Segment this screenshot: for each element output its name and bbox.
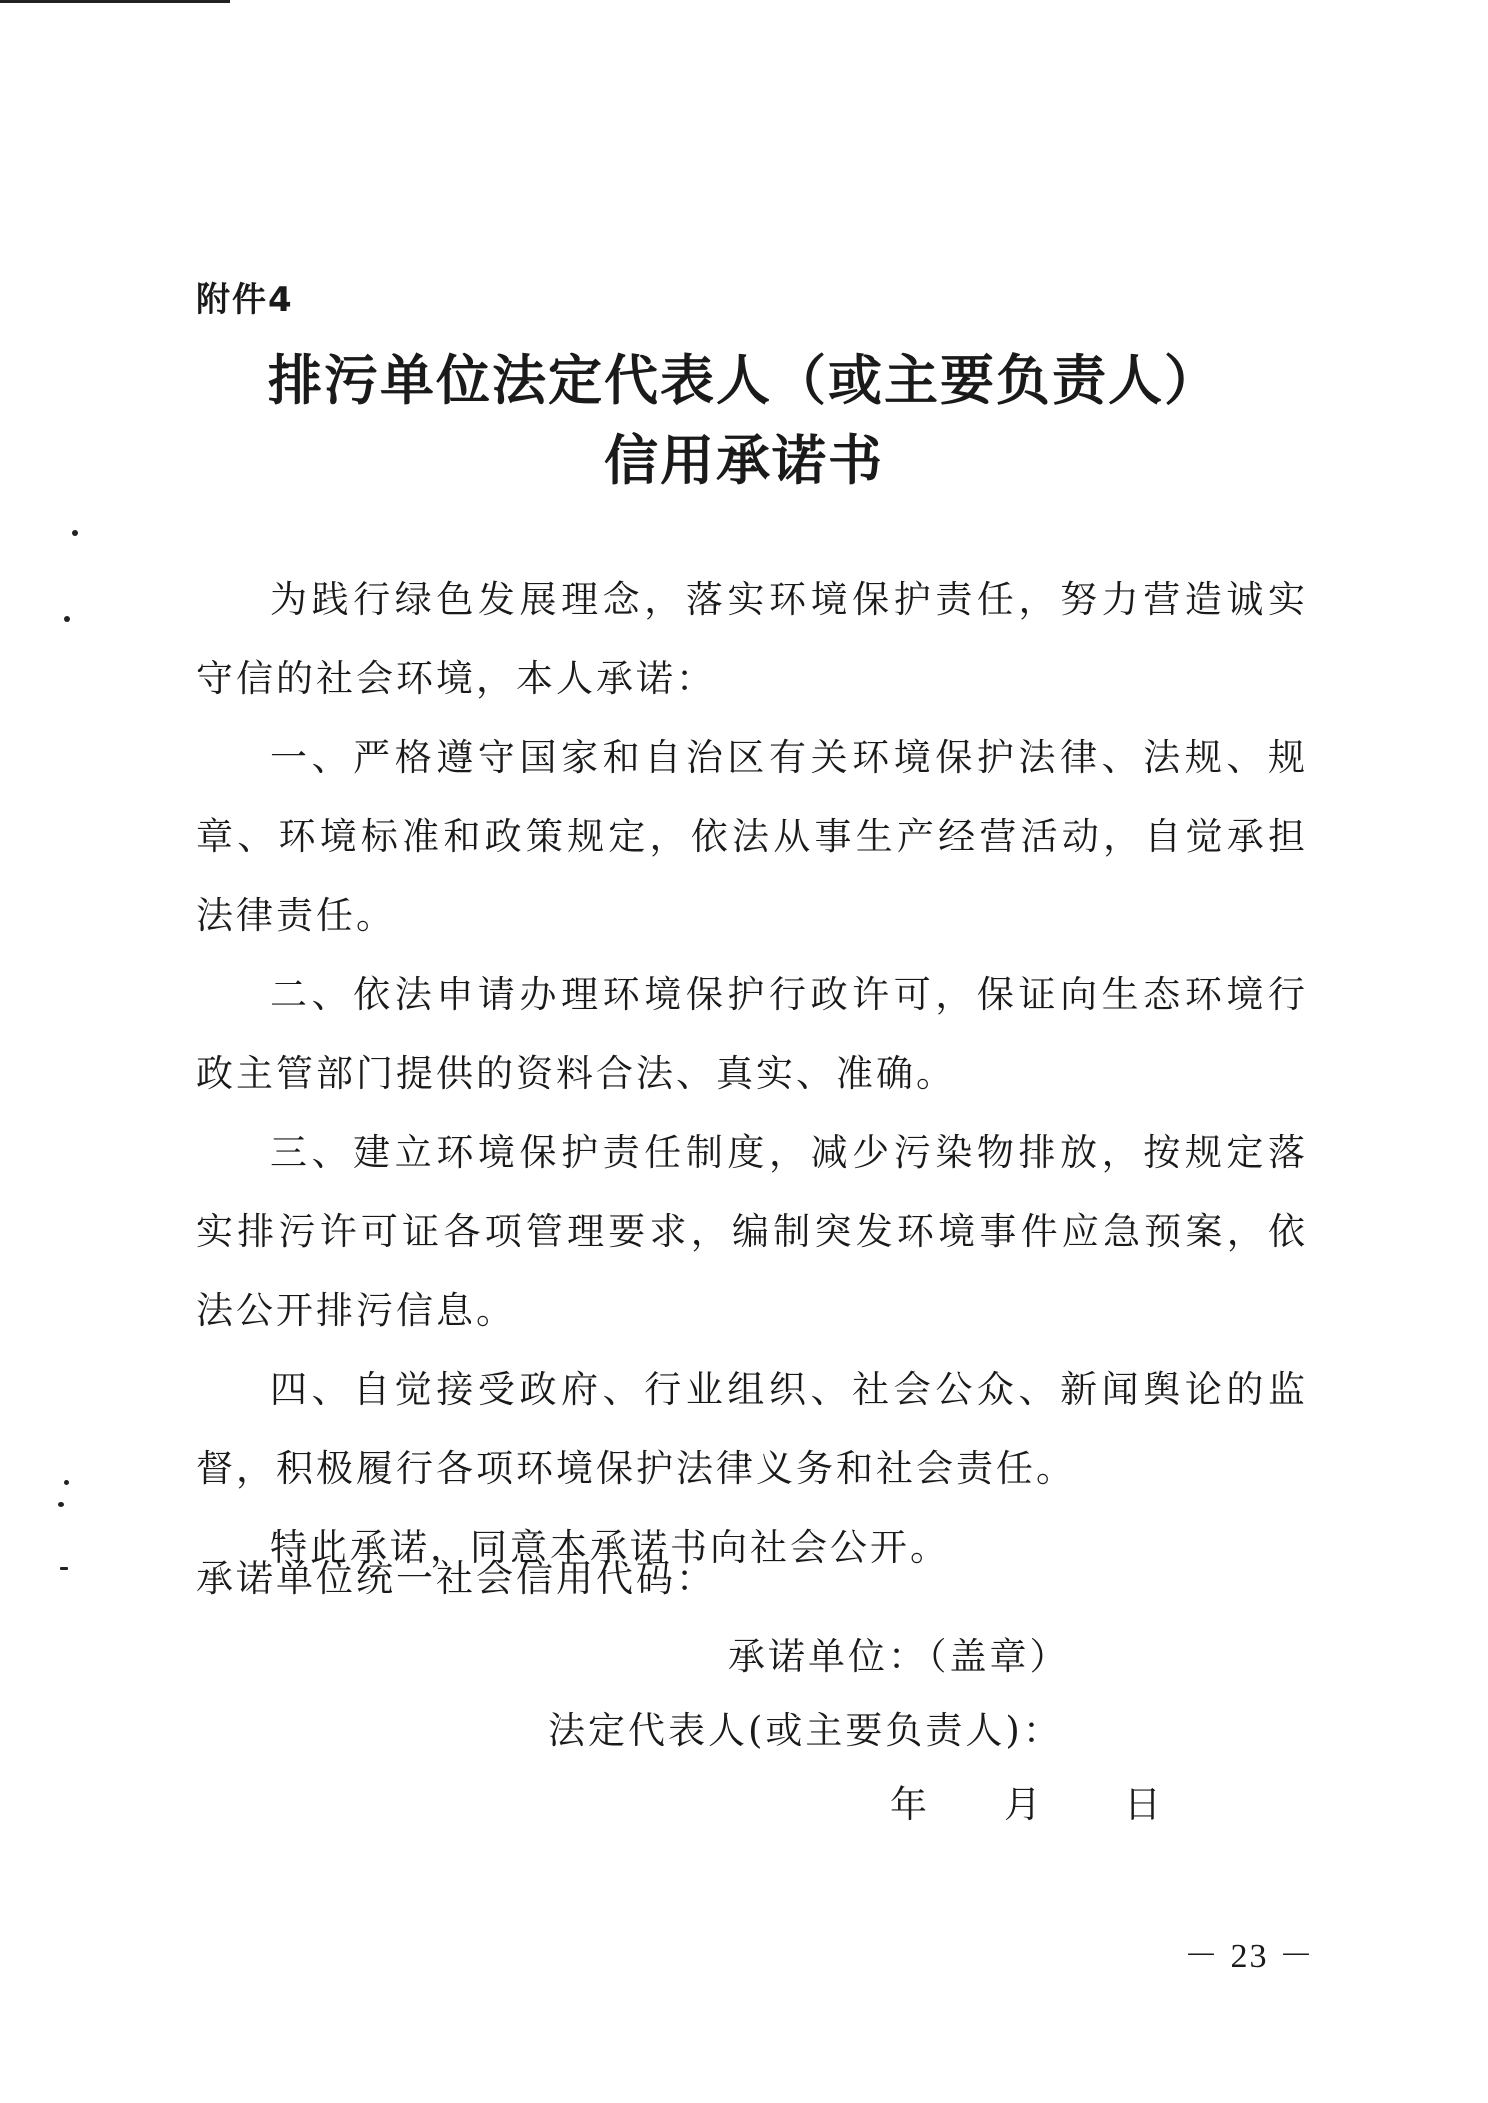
date-year-label: 年 <box>890 1783 927 1826</box>
scan-speck <box>58 1502 64 1507</box>
attachment-label: 附件4 <box>196 280 294 320</box>
legal-representative-label: 法定代表人(或主要负责人)： <box>548 1709 1063 1752</box>
scan-speck <box>60 1567 68 1570</box>
document-title-line-1: 排污单位法定代表人（或主要负责人） <box>268 349 1220 412</box>
date-day-label: 日 <box>1124 1783 1161 1826</box>
scan-speck <box>64 616 70 622</box>
closing-statement: 特此承诺，同意本承诺书向社会公开。 <box>270 1526 950 1569</box>
credit-code-label: 承诺单位统一社会信用代码： <box>196 1557 716 1600</box>
scan-speck <box>64 1480 69 1485</box>
clause-1: 一、严格遵守国家和自治区有关环境保护法律、法规、规章、环境标准和政策规定，依法从事生产经营活动，自觉承担法律责任。 <box>196 736 1308 937</box>
commitment-body <box>196 560 1308 1587</box>
unit-seal-label: 承诺单位：（盖章） <box>728 1635 1070 1678</box>
clause-2: 二、依法申请办理环境保护行政许可，保证向生态环境行政主管部门提供的资料合法、真实、准确。 <box>196 973 1308 1095</box>
clause-3: 三、建立环境保护责任制度，减少污染物排放，按规定落实排污许可证各项管理要求，编制突发环境事件应急预案，依法公开排污信息。 <box>196 1131 1308 1332</box>
scan-edge-line <box>0 0 230 3</box>
clause-4: 四、自觉接受政府、行业组织、社会公众、新闻舆论的监督，积极履行各项环境保护法律义务和社会责任。 <box>196 1368 1308 1490</box>
scan-speck <box>72 530 78 536</box>
date-month-label: 月 <box>1004 1783 1041 1826</box>
page-number: － 23 － <box>1184 1938 1315 1975</box>
intro-paragraph: 为践行绿色发展理念，落实环境保护责任，努力营造诚实守信的社会环境，本人承诺： <box>196 578 1308 700</box>
document-title-line-2: 信用承诺书 <box>604 429 884 492</box>
